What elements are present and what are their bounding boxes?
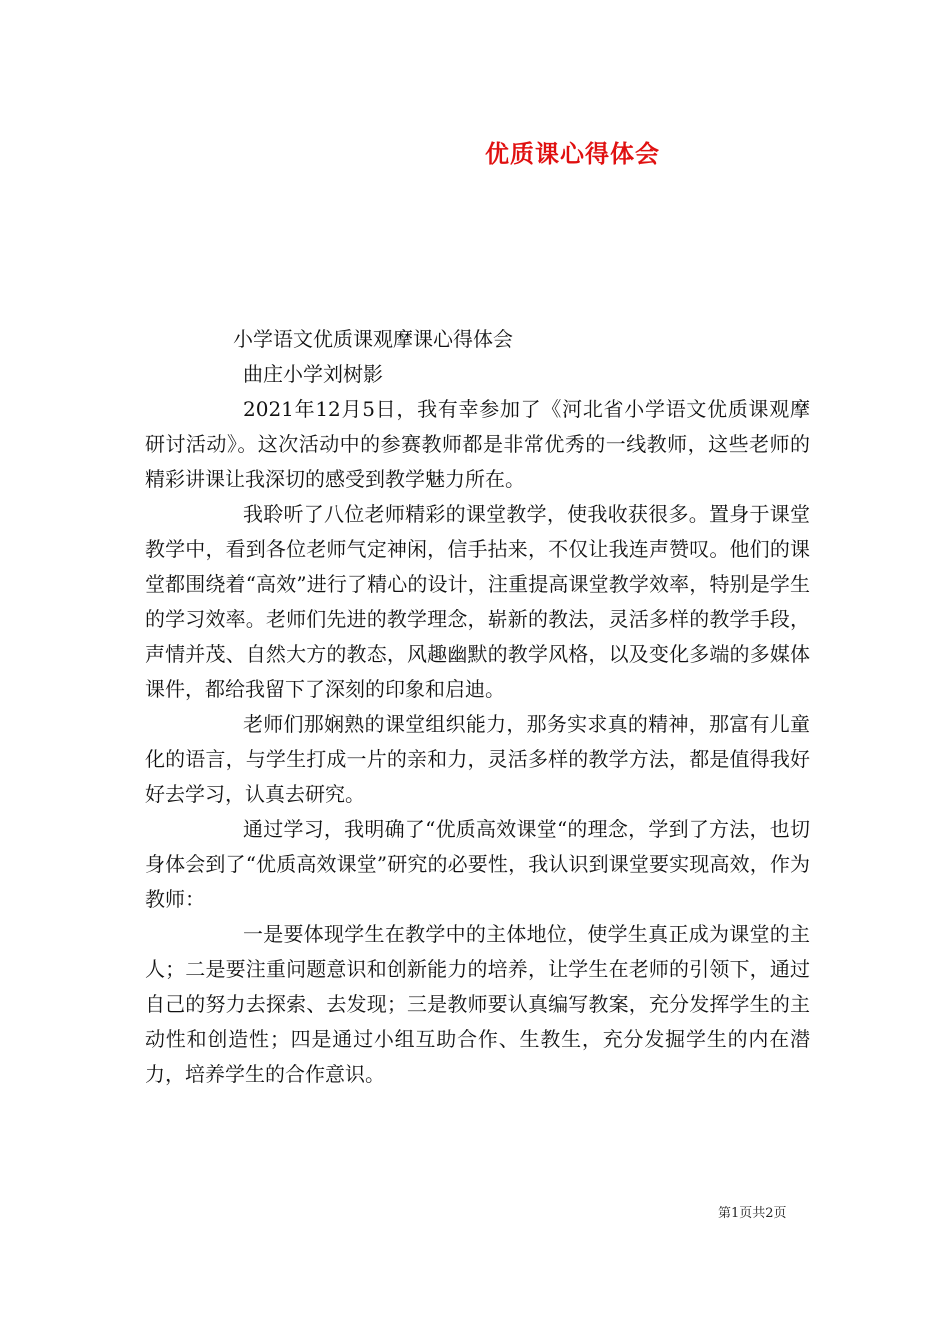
paragraph: 一是要体现学生在教学中的主体地位，使学生真正成为课堂的主人；二是要注重问题意识和创新能力的培养，让学生在老师的引领下，通过自己的努力去探索、去发现；三是教师要认真编写教案，充分发挥学生的主动性和创造性；四是通过小组互助合作、生教生，充分发掘学生的内在潜力，培养学生的合作意识。	[145, 922, 810, 1086]
paragraph: 通过学习，我明确了“优质高效课堂“的理念，学到了方法，也切身体会到了“优质高效课堂”研究的必要性，我认识到课堂要实现高效，作为教师：	[145, 817, 810, 911]
paragraph: 我聆听了八位老师精彩的课堂教学，使我收获很多。置身于课堂教学中，看到各位老师气定神闲，信手拈来，不仅让我连声赞叹。他们的课堂都围绕着“高效”进行了精心的设计，注重提高课堂教学效率，特别是学生的学习效率。老师们先进的教学理念，崭新的教法，灵活多样的教学手段，声情并茂、自然大方的教态，风趣幽默的教学风格，以及变化多端的多媒体课件，都给我留下了深刻的印象和启迪。	[145, 502, 810, 701]
document-author: 曲庄小学刘树影	[243, 362, 383, 386]
document-body	[145, 322, 810, 1092]
page-title: 优质课心得体会	[485, 139, 660, 168]
paragraph: 2021年12月5日，我有幸参加了《河北省小学语文优质课观摩研讨活动》。这次活动中的参赛教师都是非常优秀的一线教师，这些老师的精彩讲课让我深切的感受到教学魅力所在。	[145, 397, 810, 491]
document-subtitle: 小学语文优质课观摩课心得体会	[233, 327, 513, 351]
page-number: 第1页共2页	[718, 1206, 787, 1221]
paragraph-list	[145, 392, 810, 1092]
paragraph: 老师们那娴熟的课堂组织能力，那务实求真的精神，那富有儿童化的语言，与学生打成一片的亲和力，灵活多样的教学方法，都是值得我好好去学习，认真去研究。	[145, 712, 810, 806]
